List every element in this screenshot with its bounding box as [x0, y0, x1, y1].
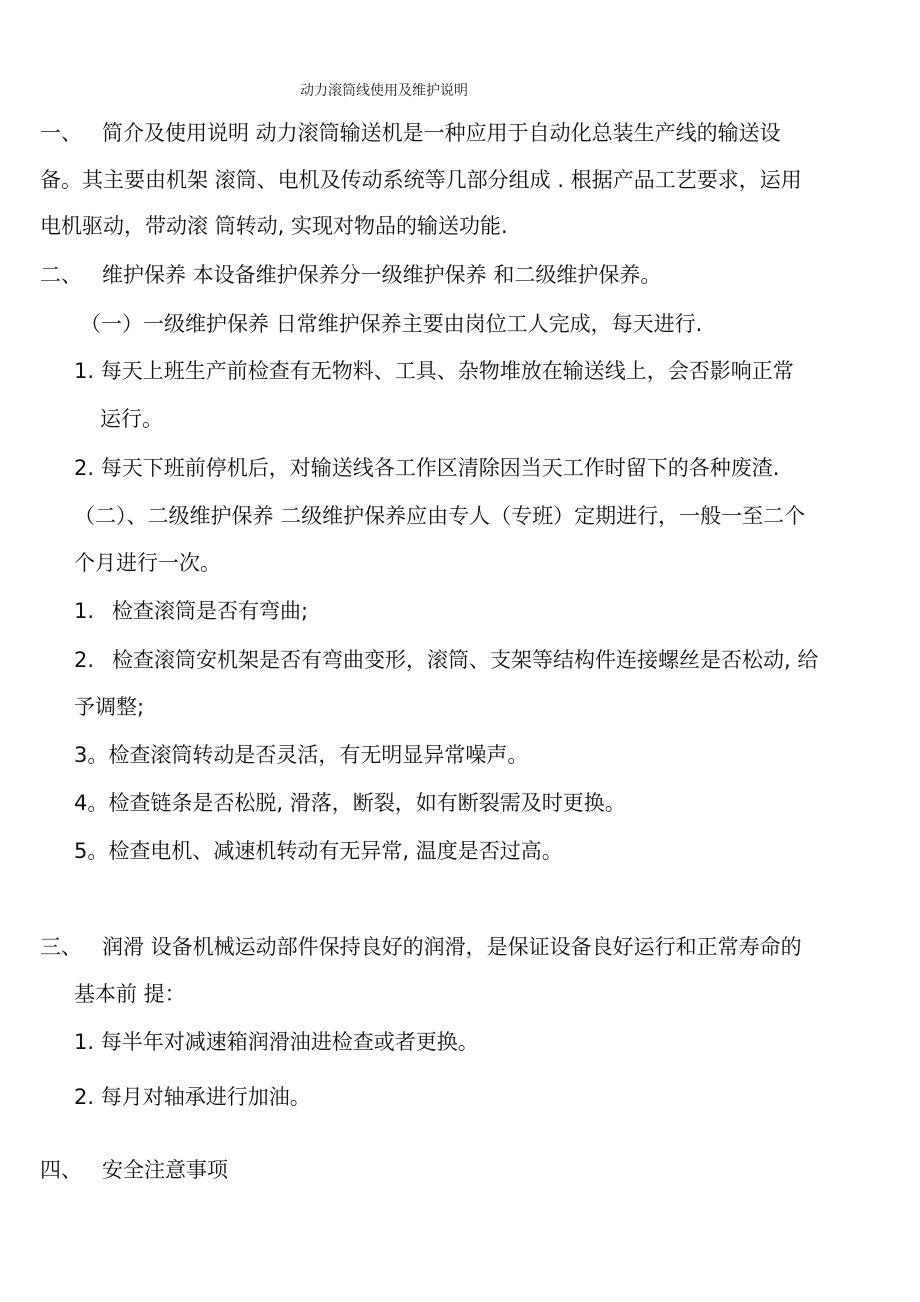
item-text: 检查滚筒安机架是否有弯曲变形，滚筒、支架等结构件连接螺丝是否松动, 给 [112, 648, 819, 672]
subsection-1-item-1-cont: 运行。 [100, 407, 163, 431]
section-3-item-2 [74, 1084, 311, 1110]
section-2-number: 二、 [40, 263, 82, 287]
section-2-text-1: 维护保养 本设备维护保养分一级维护保养 和二级维护保养。 [102, 263, 662, 287]
item-text: 检查链条是否松脱, 滑落，断裂，如有断裂需及时更换。 [108, 791, 626, 815]
section-4-number: 四、 [40, 1158, 82, 1182]
subsection-2-heading-1: （二）、二级维护保养 二级维护保养应由专人（专班）定期进行，一般一至二个 [74, 504, 806, 528]
section-3-number: 三、 [40, 935, 82, 959]
section-3-line-2: 基本前 提： [74, 982, 186, 1006]
subsection-1-heading: （一）一级维护保养 日常维护保养主要由岗位工人完成，每天进行. [80, 312, 703, 336]
section-3-text-1: 润滑 设备机械运动部件保持良好的润滑，是保证设备良好运行和正常寿命的 [102, 935, 802, 959]
item-text: 检查滚筒是否有弯曲; [112, 599, 309, 623]
subsection-2-item-2-cont: 予调整; [74, 695, 145, 719]
item-number: 2. [74, 648, 95, 672]
item-number: 3。 [74, 743, 109, 767]
item-text: 每半年对减速箱润滑油进检查或者更换。 [100, 1030, 479, 1054]
subsection-2-item-4 [74, 790, 626, 816]
section-3-item-1 [74, 1029, 479, 1055]
section-1-line-1 [40, 120, 781, 146]
section-2-line-1 [40, 262, 661, 288]
section-1-text-1: 简介及使用说明 动力滚筒输送机是一种应用于自动化总装生产线的输送设 [102, 121, 781, 145]
subsection-2-item-2 [74, 647, 818, 673]
section-3-line-1 [40, 934, 802, 960]
item-text: 每月对轴承进行加油。 [100, 1085, 311, 1109]
subsection-2-heading-2: 个月进行一次。 [74, 551, 221, 575]
item-number: 4。 [74, 791, 109, 815]
item-number: 5。 [74, 839, 109, 863]
section-4-line-1 [40, 1157, 228, 1183]
item-number: 1. [74, 359, 95, 383]
section-1-number: 一、 [40, 121, 82, 145]
item-number: 1. [74, 1030, 95, 1054]
item-number: 2. [74, 1085, 95, 1109]
section-1-line-2: 备。其主要由机架 滚筒、电机及传动系统等几部分组成 . 根据产品工艺要求，运用 [40, 168, 802, 192]
subsection-1-item-1 [74, 358, 794, 384]
item-text: 检查滚筒转动是否灵活，有无明显异常噪声。 [108, 743, 529, 767]
subsection-1-item-2 [74, 455, 779, 481]
section-1-line-3: 电机驱动，带动滚 筒转动, 实现对物品的输送功能. [40, 214, 508, 238]
item-text: 检查电机、减速机转动有无异常, 温度是否过高。 [108, 839, 563, 863]
item-number: 1. [74, 599, 95, 623]
document-title: 动力滚筒线使用及维护说明 [300, 83, 468, 99]
subsection-2-item-1 [74, 598, 308, 624]
item-text: 每天上班生产前检查有无物料、工具、杂物堆放在输送线上，会否影响正常 [100, 359, 794, 383]
subsection-2-item-5 [74, 838, 563, 864]
section-4-text-1: 安全注意事项 [102, 1158, 228, 1182]
item-number: 2. [74, 456, 95, 480]
item-text: 每天下班前停机后，对输送线各工作区清除因当天工作时留下的各种废渣. [100, 456, 780, 480]
subsection-2-item-3 [74, 742, 528, 768]
